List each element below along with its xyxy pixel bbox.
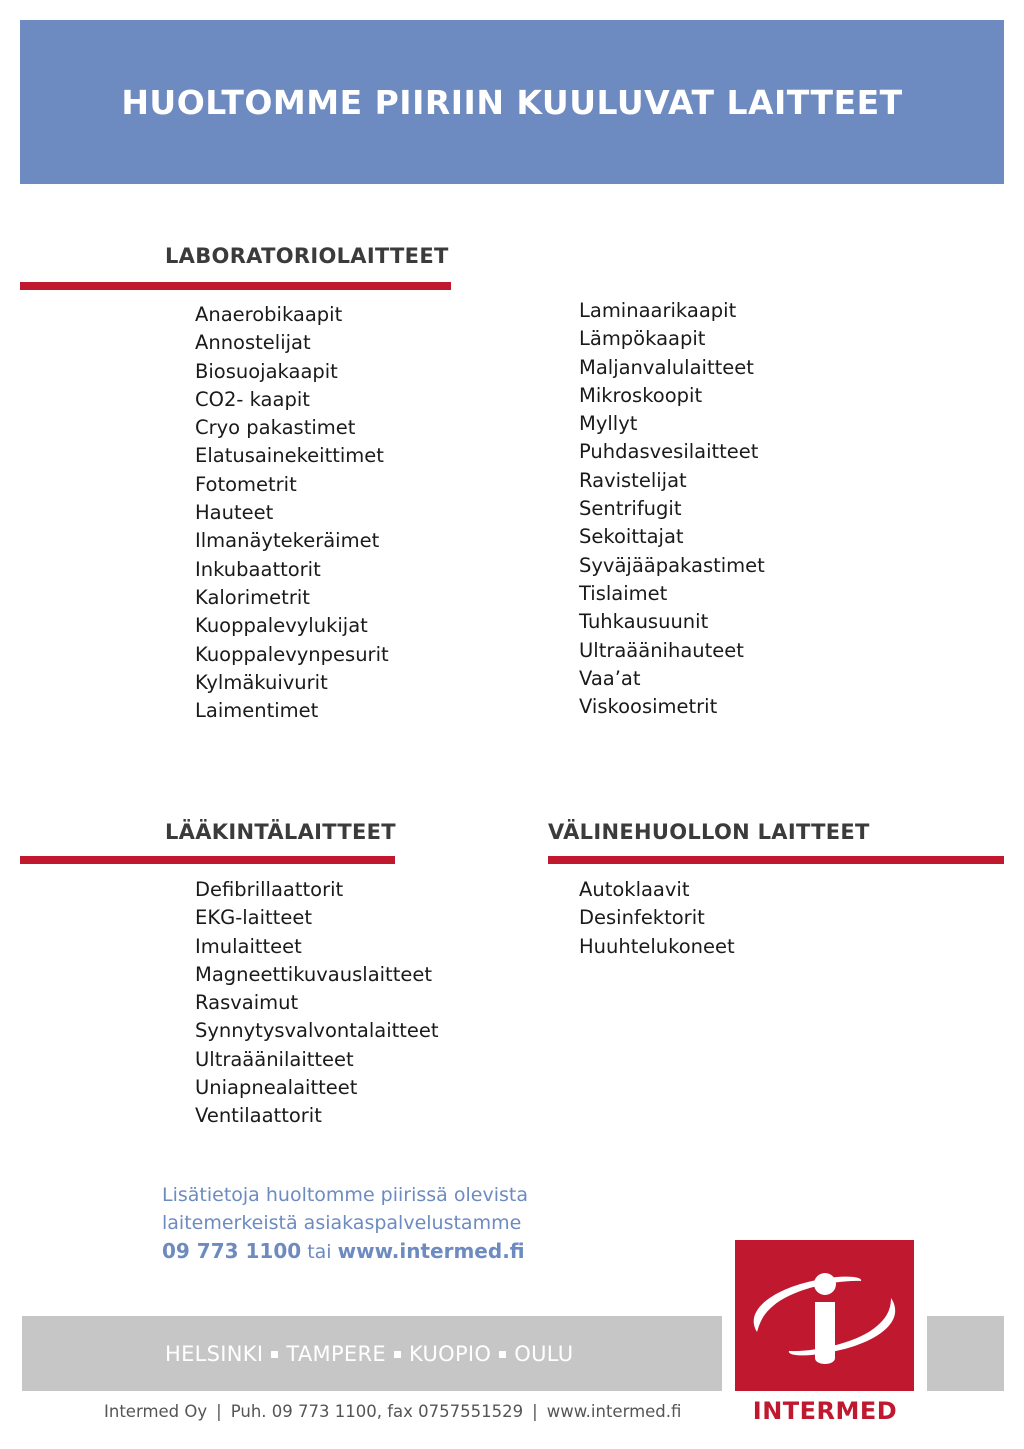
instrument-list (579, 876, 735, 961)
section-rule-instrument (548, 856, 1004, 864)
section-title-instrument: VÄLINEHUOLLON LAITTEET (548, 820, 870, 844)
list-item: Viskoosimetrit (579, 695, 718, 719)
list-item: Syväjääpakastimet (579, 553, 765, 577)
list-item: Biosuojakaapit (195, 359, 338, 383)
section-title-lab: LABORATORIOLAITTEET (165, 244, 449, 268)
city-name: KUOPIO (408, 1341, 492, 1366)
info-connector: tai (307, 1241, 332, 1263)
list-item: Tislaimet (579, 581, 668, 605)
list-item: Huuhtelukoneet (579, 934, 735, 958)
list-item: Lämpökaapit (579, 327, 706, 351)
list-item: Ventilaattorit (195, 1104, 322, 1128)
medical-list (195, 876, 439, 1131)
header-banner (20, 20, 1004, 184)
info-line-2: laitemerkeistä asiakaspalvelustamme (162, 1212, 522, 1234)
footer-separator: | (216, 1402, 222, 1421)
list-item: Ultraäänihauteet (579, 638, 744, 662)
list-item: Anaerobikaapit (195, 303, 343, 326)
list-item: Magneettikuvauslaitteet (195, 962, 432, 986)
lab-list-col2 (579, 297, 765, 721)
lab-list-col1 (195, 301, 389, 725)
list-item: Laimentimet (195, 699, 319, 723)
list-item: Laminaarikaapit (579, 299, 737, 322)
list-item: Inkubaattorit (195, 557, 321, 581)
list-item: Ravistelijat (579, 468, 687, 492)
city-separator-icon (499, 1351, 506, 1358)
list-item: Myllyt (579, 412, 638, 436)
city-name: OULU (514, 1341, 574, 1366)
city-separator-icon (271, 1351, 278, 1358)
list-item: Sentrifugit (579, 497, 682, 521)
intermed-i-logo-icon (735, 1240, 914, 1391)
list-item: Kuoppalevynpesurit (195, 642, 389, 666)
info-line-3 (162, 1237, 582, 1266)
list-item: Defibrillaattorit (195, 878, 344, 901)
list-item: Elatusainekeittimet (195, 444, 384, 468)
cities-bar (22, 1316, 722, 1391)
list-item: Kalorimetrit (195, 585, 310, 609)
footer-company: Intermed Oy (104, 1402, 208, 1421)
list-item: Annostelijat (195, 331, 311, 355)
footer-contact (104, 1402, 681, 1421)
footer-phone: Puh. 09 773 1100, fax 0757551529 (230, 1402, 524, 1421)
list-item: Autoklaavit (579, 878, 690, 901)
list-item: Tuhkausuunit (579, 610, 709, 634)
list-item: CO2- kaapit (195, 387, 310, 411)
list-item: Rasvaimut (195, 991, 299, 1015)
contact-info (162, 1181, 582, 1266)
list-item: Puhdasvesilaitteet (579, 440, 759, 464)
list-item: Imulaitteet (195, 934, 302, 958)
city-name: HELSINKI (165, 1341, 264, 1366)
list-item: Ilmanäytekeräimet (195, 529, 380, 553)
city-separator-icon (394, 1351, 401, 1358)
section-rule-medical (20, 856, 395, 864)
info-line-1: Lisätietoja huoltomme piirissä olevista (162, 1184, 528, 1206)
list-item: Desinfektorit (579, 906, 705, 930)
list-item: Kylmäkuivurit (195, 670, 328, 694)
list-item: Maljanvalulaitteet (579, 355, 754, 379)
list-item: EKG-laitteet (195, 906, 312, 930)
logo-wordmark: INTERMED (752, 1397, 898, 1425)
page-title: HUOLTOMME PIIRIIN KUULUVAT LAITTEET (121, 82, 903, 122)
cities-bar-right (927, 1316, 1004, 1391)
info-phone: 09 773 1100 (162, 1239, 302, 1263)
list-item: Fotometrit (195, 472, 297, 496)
list-item: Vaa’at (579, 666, 641, 690)
section-rule-lab (20, 282, 451, 290)
cities-list (165, 1342, 573, 1366)
list-item: Uniapnealaitteet (195, 1076, 358, 1100)
city-name: TAMPERE (286, 1341, 386, 1366)
list-item: Mikroskoopit (579, 383, 703, 407)
list-item: Kuoppalevylukijat (195, 614, 368, 638)
footer-web-link[interactable]: www.intermed.fi (546, 1402, 682, 1421)
footer-separator: | (532, 1402, 538, 1421)
list-item: Sekoittajat (579, 525, 684, 549)
info-web-link[interactable]: www.intermed.fi (337, 1239, 525, 1263)
list-item: Ultraäänilaitteet (195, 1047, 354, 1071)
list-item: Cryo pakastimet (195, 416, 356, 440)
section-title-medical: LÄÄKINTÄLAITTEET (165, 820, 396, 844)
list-item: Synnytysvalvontalaitteet (195, 1019, 439, 1043)
list-item: Hauteet (195, 501, 274, 525)
